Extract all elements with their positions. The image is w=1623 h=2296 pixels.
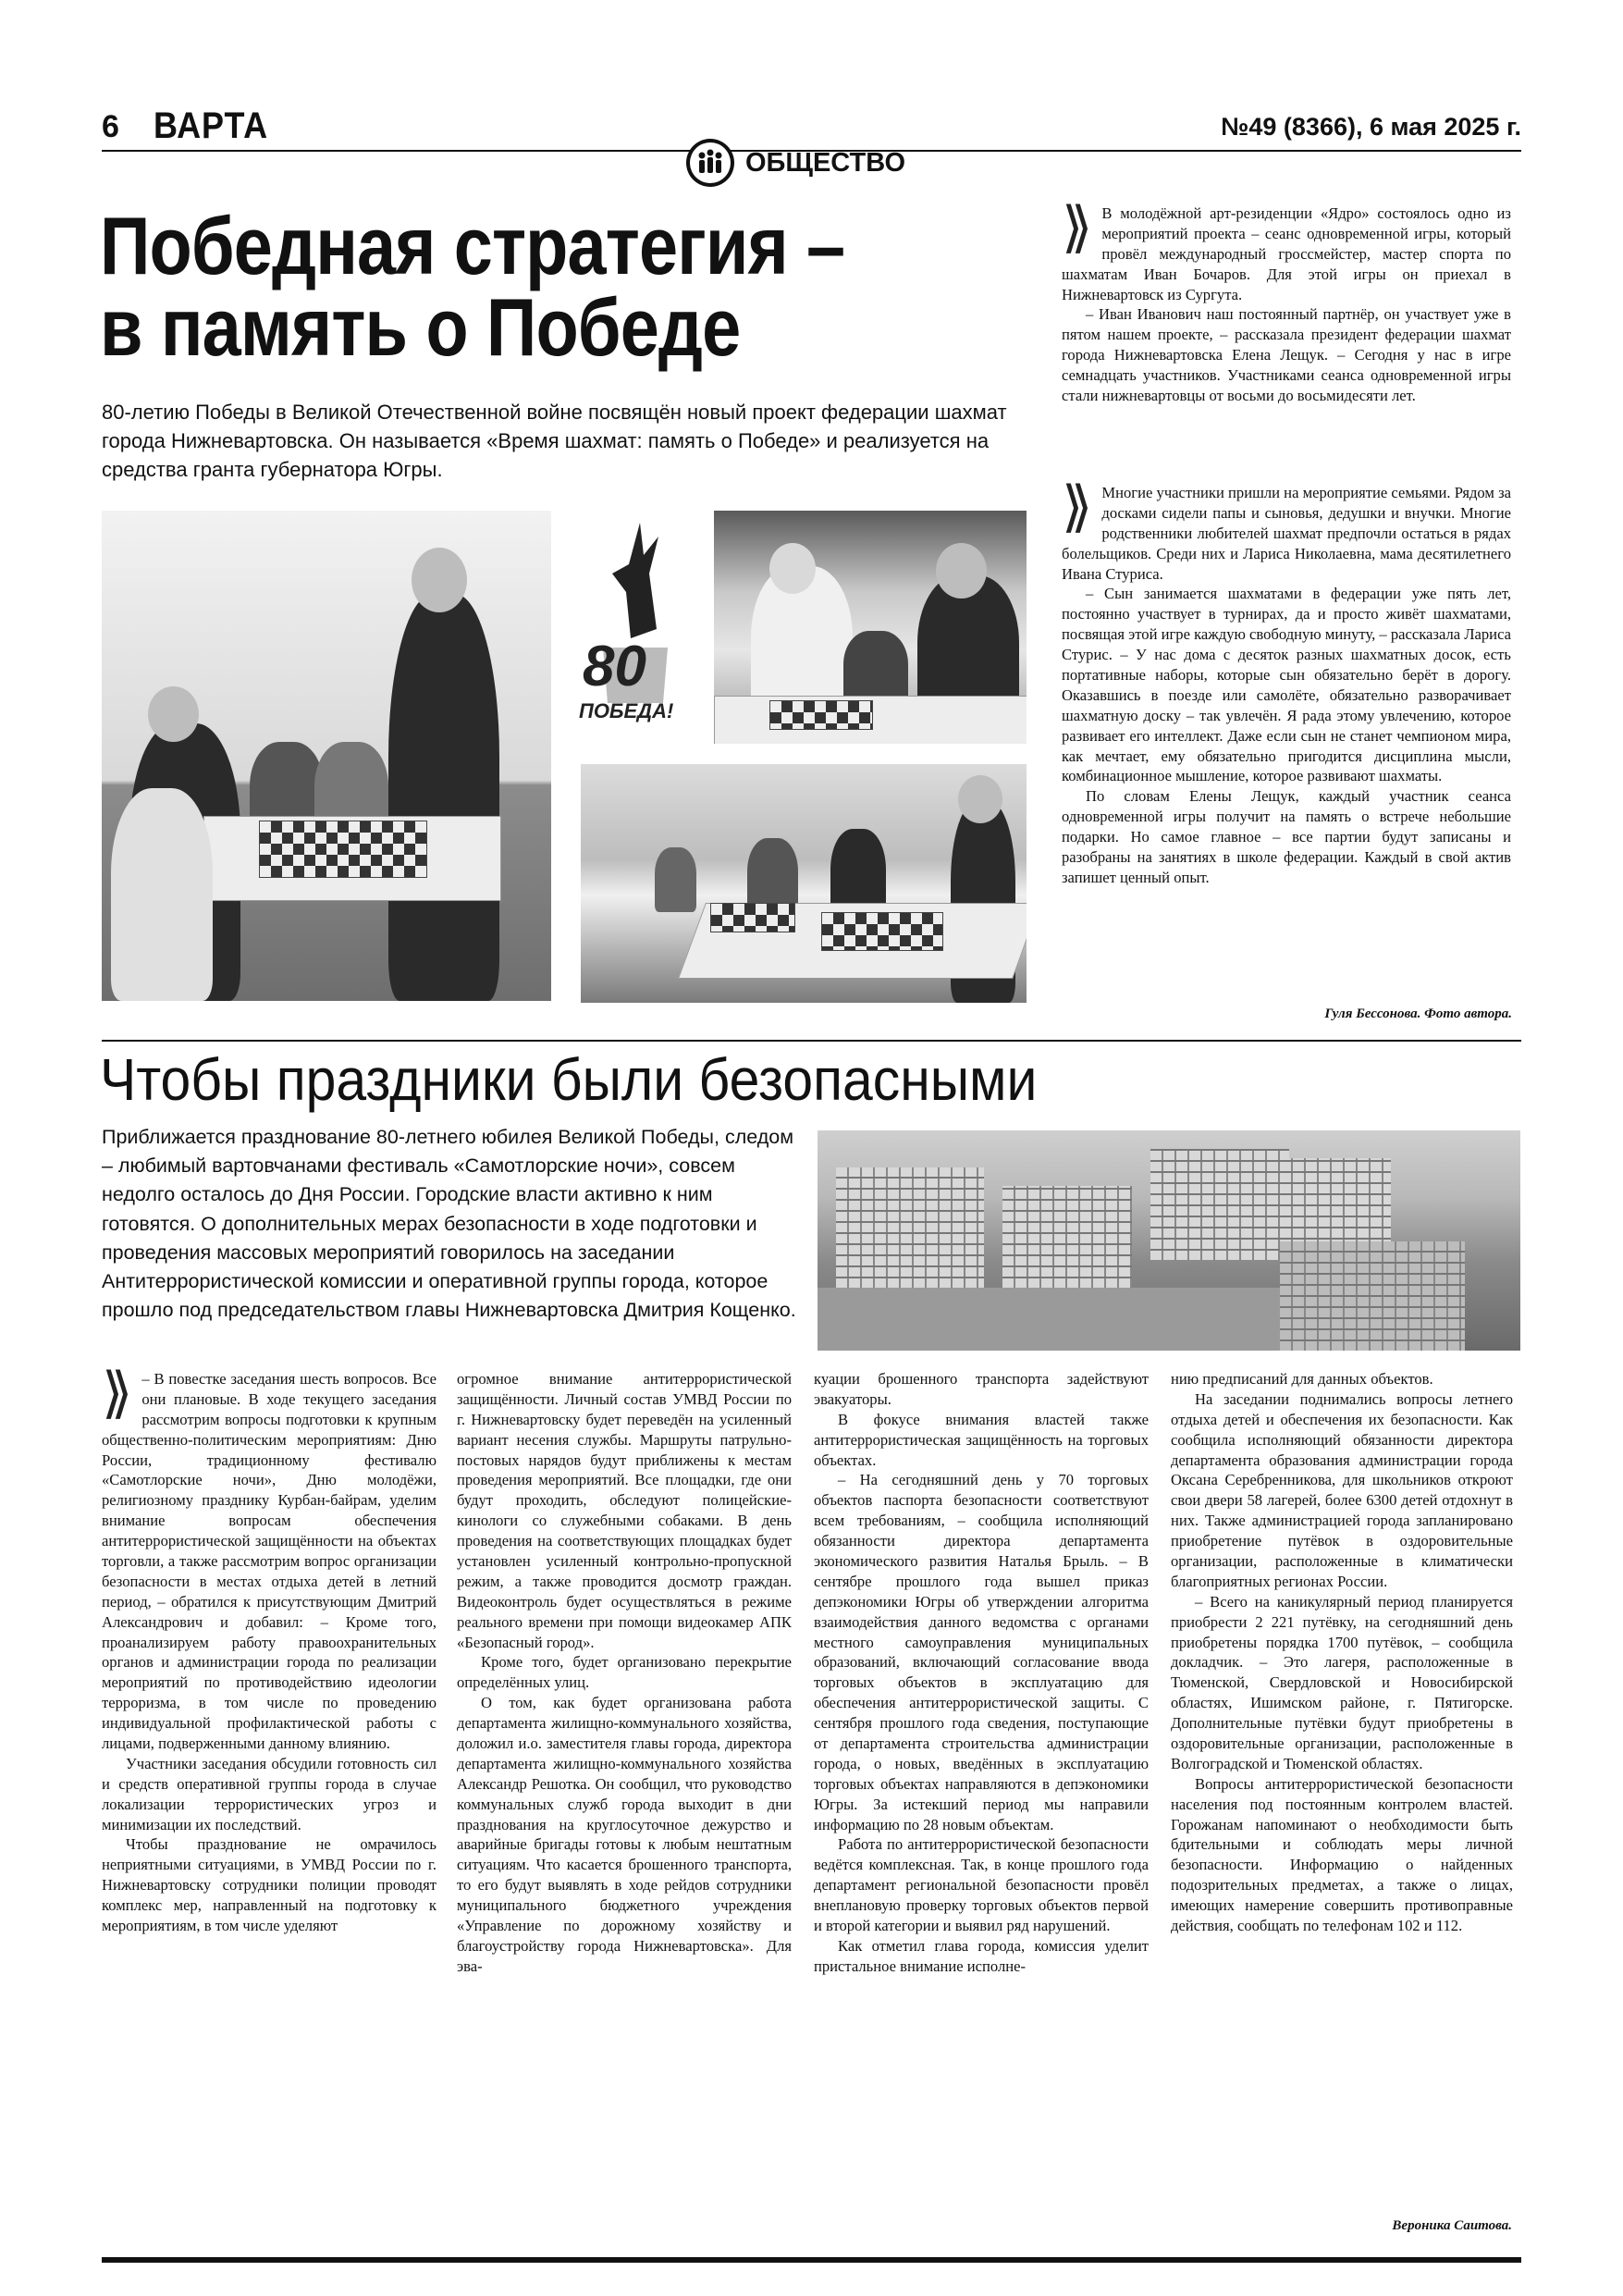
logo-number: 80 [583,635,646,698]
logo-text: ПОБЕДА! [579,699,674,722]
paragraph: – Всего на каникулярный период планируется приобрести 2 221 путёвку, на сегодняшний день приобретены порядка 1700 путёвок, – сообщила докладчик. – Это лагеря, расположенные в Тюменской, Свердловской и Новосибирской областях, Ишимском районе, г. Пятигорске. Дополнительные путёвки будут приобретены в оздоровительные организации, расположенные в Волгоградской и Тюменской областях. [1171,1592,1513,1772]
section-label: ОБЩЕСТВО [745,148,906,178]
article2-column1 [102,1361,436,1936]
photo-family-chess [714,511,1027,744]
paragraph: – На сегодняшний день у 70 торговых объектов паспорта безопасности соответствуют всем требованиям, – сообщила исполняющий обязанности директора департамента экономического развития Наталья Брыль. – В сентябре прошлого года вышел приказ депэкономики Югры об утверждении алгоритма взаимодействия данного ведомства с органами местного самоуправления муниципальных образований, включающий согласование ввода торговых объектов в эксплуатацию для обеспечения антитеррористической защиты. С сентября прошлого года сведения, поступающие от департамента строительства администрации города, о новых, введённых в эксплуатацию торговых объектах направляются в депэкономики Югры. За истекший период мы направили информацию по 28 новым объектам. [814,1471,1149,1833]
quote-mark-icon: ⟫ [102,1361,133,1426]
article2-lead: Приближается празднование 80-летнего юбилея Великой Победы, следом – любимый вартовчанами фестиваль «Самотлорские ночи», совсем недолго осталось до Дня России. Городские власти активно к ним готовятся. О дополнительных мерах безопасности в ходе подготовки и проведения массовых мероприятий говорилось на заседании Антитеррористической комиссии и оперативной группы города, которое прошло под председательством главы Нижневартовска Дмитрия Кощенко. [102,1126,796,1322]
paragraph: огромное внимание антитеррористической защищённости. Личный состав УМВД России по г. Нижневартовску будет переведён на усиленный вариант несения службы. Маршруты патрульно-постовых нарядов будут приближены к местам проведения мероприятий. Все площадки, где они будут проходить, обследуют полицейские-кинологи со служебными собаками. В день проведения на соответствующих площадках будет установлен усиленный контрольно-пропускной режим, а также проводится досмотр граждан. Видеоконтроль будет осуществляться в режиме реального времени при помощи видеокамер АПК «Безопасный город». [457,1370,792,1651]
footer-rule [102,2257,1521,2263]
article1-byline: Гуля Бессонова. Фото автора. [1324,1006,1512,1021]
paragraph: Вопросы антитеррористической безопасности населения под постоянным контролем властей. Горожанам напоминают о необходимости быть бдительными и соблюдать меры личной безопасности. Информацию о найденных подозрительных предметах, а также о лицах, имеющих намерение совершить противоправные действия, сообщать по телефонам 102 и 112. [1171,1774,1513,1935]
page-number: 6 [102,109,119,144]
quote-mark-icon: ⟫ [1062,195,1093,260]
paragraph: Чтобы празднование не омрачилось неприятными ситуациями, в УМВД России по г. Нижневартовску сотрудники полиции проводят комплекс мер, направленный на подготовку к мероприятиям, в том числе уделяют [102,1835,436,1935]
section-icon [686,139,734,187]
article2-column3 [814,1369,1149,1977]
paragraph: Как отметил глава города, комиссия уделит пристальное внимание исполне- [814,1936,1149,1975]
quote-mark-icon: ⟫ [1062,475,1093,539]
paragraph: Работа по антитеррористической безопасности ведётся комплексная. Так, в конце прошлого года департамент региональной безопасности провёл внеплановую проверку торговых объектов первой и второй категории и выявил ряд нарушений. [814,1835,1149,1935]
paragraph: нию предписаний для данных объектов. [1171,1370,1433,1388]
photo-simultaneous-game [102,511,551,1001]
article1-lead: 80-летию Победы в Великой Отечественной войне посвящён новый проект федерации шахмат города Нижневартовска. Он называется «Время шахмат: память о Победе» и реализуется на средства гранта губернатора Югры. [102,401,1007,482]
issue-info: №49 (8366), 6 мая 2025 г. [1221,113,1521,141]
article2-column2 [457,1369,792,1977]
paragraph: – Иван Иванович наш постоянный партнёр, он участвует уже в пятом нашем проекте, – рассказала президент федерации шахмат города Нижневартовска Елена Лещук. – Сегодня у нас в игре семнадцать участников. Участниками сеанса одновременной игры стали нижневартовцы от восьми до восьмидесяти лет. [1062,305,1511,405]
victory-80-logo [575,518,695,749]
paragraph: – В повестке заседания шесть вопросов. Все они плановые. В ходе текущего заседания рассмотрим вопросы подготовки к крупным общественно-политическим мероприятиям: Дню России, традиционному фестивалю «Самотлорские ночи», Дню молодёжи, религиозному празднику Курбан-байрам, уделим внимание вопросам обеспечения антитеррористической защищённости на объектах торговли, а также рассмотрим вопрос организации безопасности в местах отдыха детей в летний период, – обратился к присутствующим Дмитрий Александрович и добавил: – Кроме того, проанализируем работу правоохранительных органов и администрации города по реализации мероприятий по противодействию идеологии терроризма, в том числе по проведению индивидуальной профилактической работы с лицами, подверженными данному влиянию. [102,1370,436,1753]
paragraph: Многие участники пришли на мероприятие семьями. Рядом за досками сидели папы и сыновья, дедушки и внучки. Многие родственники любителей шахмат предпочли остаться в рядах болельщиков. Среди них и Лариса Николаевна, мама десятилетнего Ивана Стуриса. [1062,484,1511,583]
article1-text-block1 [1062,195,1511,406]
photo-city-panorama [818,1130,1520,1351]
article1-title-line2: в память о Победе [100,281,741,373]
paragraph: О том, как будет организована работа департамента жилищно-коммунального хозяйства, доложил и.о. заместителя главы города, директора департамента жилищно-коммунального хозяйства Александр Решотка. Он сообщил, что руководство коммунальных служб города выходит в дни празднования на круглосуточное дежурство и аварийные бригады готовы к любым нештатным ситуациям. Что касается брошенного транспорта, то его будут выявлять в ходе рейдов сотрудники муниципального бюджетного учреждения «Управление по дорожному хозяйству и благоустройству города Нижневартовска». Для эва- [457,1694,792,1975]
article1-text-block2 [1062,475,1511,888]
article2-column4 [1171,1369,1513,1936]
paragraph: – Сын занимается шахматами в федерации уже пять лет, постоянно участвует в турнирах, да и просто живёт шахматами, посвящая этой игре каждую свободную минуту, – рассказала Лариса Стурис. – У нас дома с десяток разных шахматных досок, есть портативные наборы, которые сын обязательно берёт в дорогу. Оказавшись в поезде или самолёте, обязательно разворачивает шахматную доску – так увлечён. Я рада этому увлечению, которое развивает его интеллект. Даже если сын не станет чемпионом мира, как мечтает, ему обязательно пригодится дисциплина мысли, комбинационное мышление, которое развивают шахматы. [1062,585,1511,785]
paragraph: куации брошенного транспорта задействуют эвакуаторы. [814,1370,1149,1408]
article1-title-line1: Победная стратегия – [100,200,845,291]
paragraph: Кроме того, будет организовано перекрытие определённых улиц. [457,1653,792,1692]
paragraph: На заседании поднимались вопросы летнего отдыха детей и обеспечения их безопасности. Как сообщила исполняющий обязанности директора департамента образования администрации города Оксана Серебренникова, для школьников откроют свои двери 58 лагерей, более 6300 детей отдохнут в них. Также администрацией города запланировано приобретение путёвок в оздоровительные организации, расположенные в климатически благоприятных регионах России. [1171,1389,1513,1590]
article-separator [102,1040,1521,1042]
article2-title: Чтобы праздники были безопасными [100,1046,1038,1113]
article2-byline: Вероника Саитова. [1392,2218,1512,2233]
paragraph: Участники заседания обсудили готовность сил и средств оперативной группы города в случае локализации террористических угроз и минимизации их последствий. [102,1754,436,1833]
paragraph: По словам Елены Лещук, каждый участник сеанса одновременной игры получит на память о встрече небольшие подарки. Но самое главное – все партии будут записаны и разобраны на занятиях в школе федерации. Каждый в свой актив запишет ценный опыт. [1062,787,1511,886]
paragraph: В фокусе внимания властей также антитеррористическая защищённость на торговых объектах. [814,1410,1149,1469]
photo-chess-hall [581,764,1027,1003]
paragraph: В молодёжной арт-резиденции «Ядро» состоялось одно из мероприятий проекта – сеанс одновременной игры, который провёл международный гроссмейстер, мастер спорта по шахматам Иван Бочаров. Для этой игры он приехал в Нижневартовск из Сургута. [1062,204,1511,303]
newspaper-name: ВАРТА [154,105,268,146]
article1-title [100,200,1054,373]
